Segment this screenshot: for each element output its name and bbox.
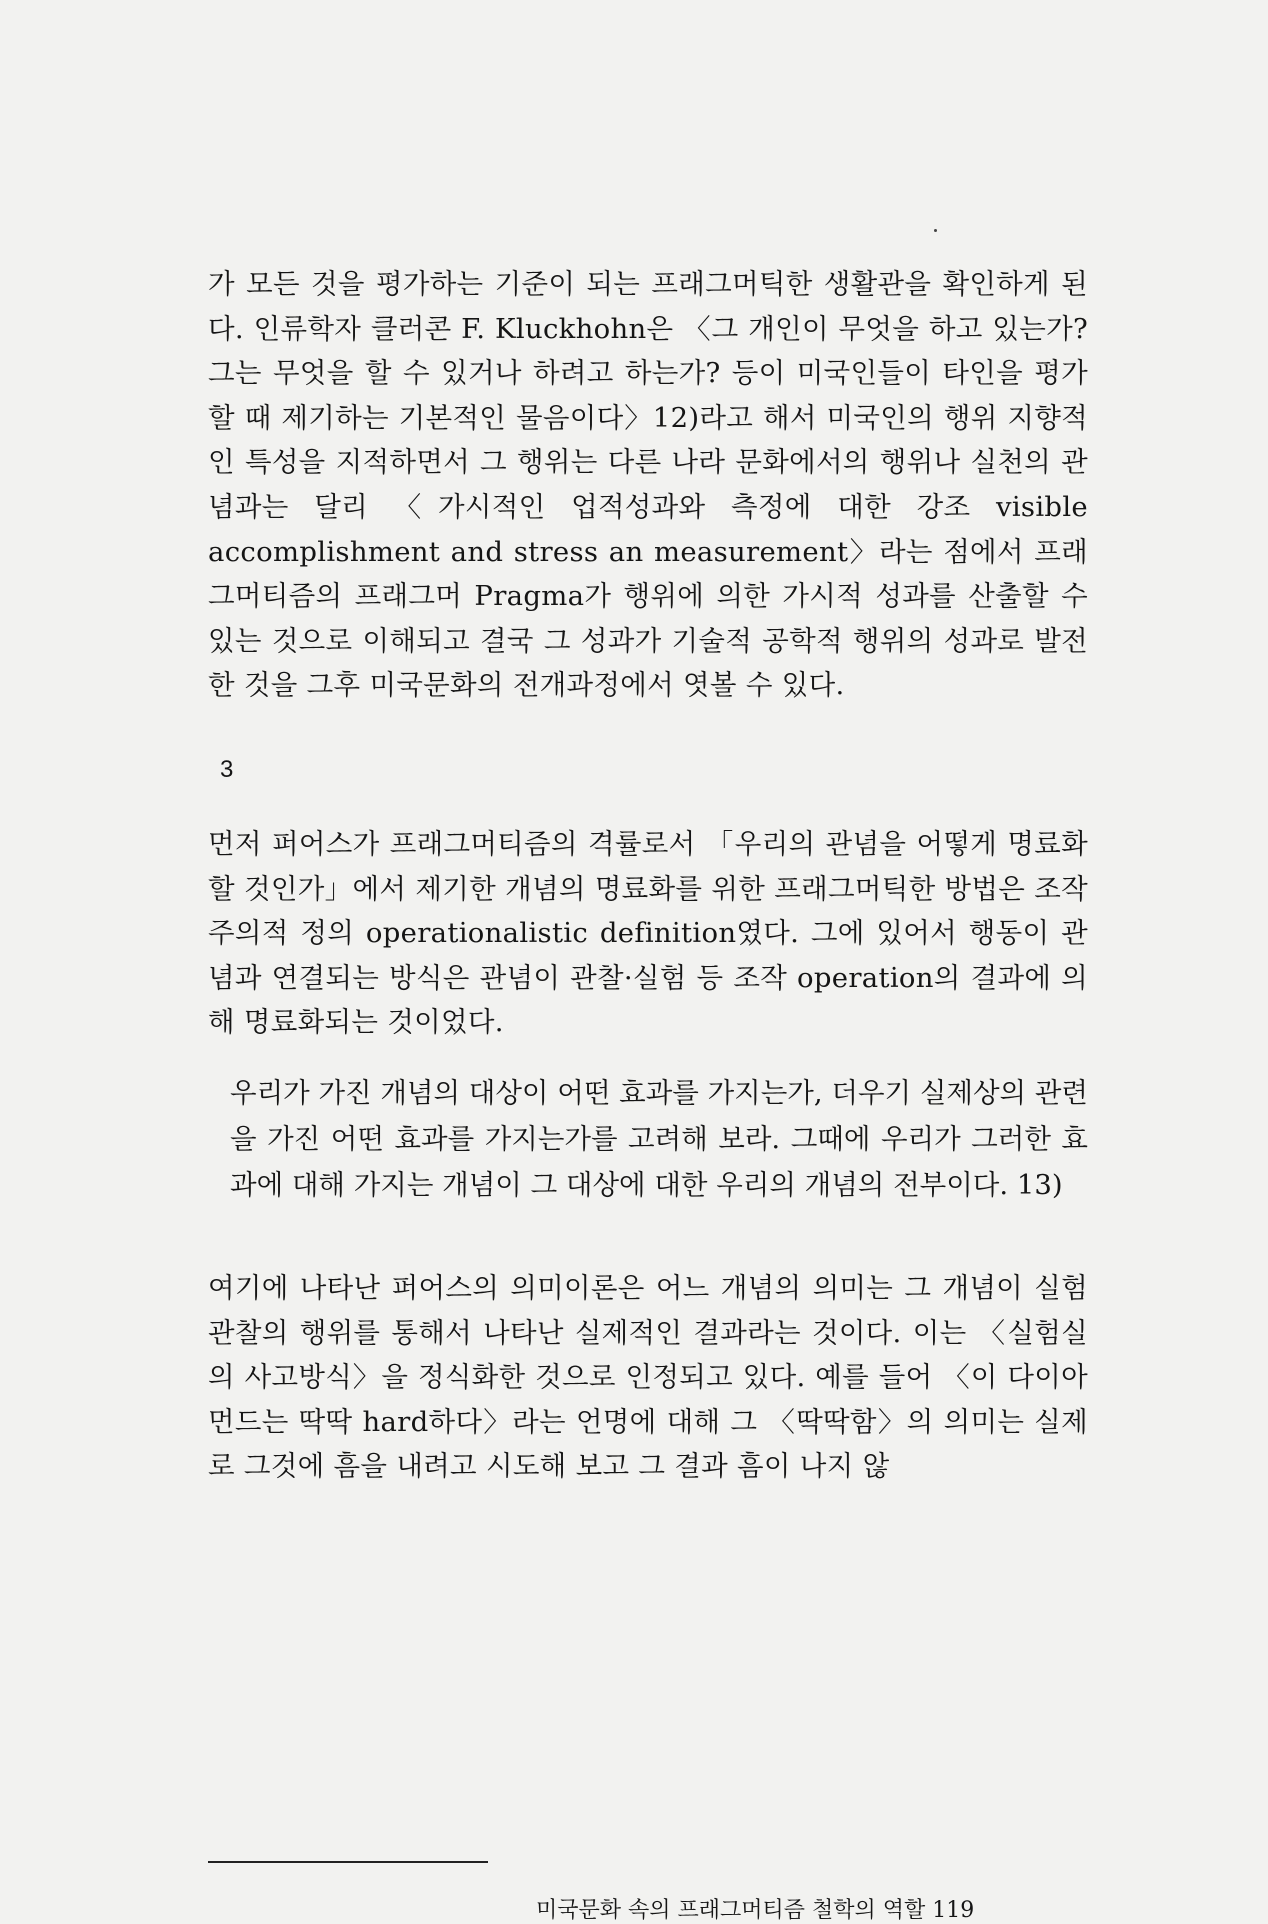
block-quote: 우리가 가진 개념의 대상이 어떤 효과를 가지는가, 더우기 실제상의 관련을 가진 어떤 효과를 가지는가를 고려해 보라. 그때에 우리가 그러한 효과에 대해 가지는 개념이 그 대상에 대한 우리의 개념의 전부이다. 13) xyxy=(230,1077,1088,1201)
running-footer: 미국문화 속의 프래그머티즘 철학의 역할 119 xyxy=(536,1898,975,1923)
footnote-rule xyxy=(208,1861,488,1863)
section-number: 3 xyxy=(220,756,234,783)
paragraph-1: 가 모든 것을 평가하는 기준이 되는 프래그머틱한 생활관을 확인하게 된다. 인류학자 클러콘 F. Kluckhohn은 〈그 개인이 무엇을 하고 있는가? 그는 무엇을 할 수 있거나 하려고 하는가? 등이 미국인들이 타인을 평가할 때 제기하는 기본적인 물음이다〉12)라고 해서 미국인의 행위 지향적인 특성을 지적하면서 그 행위는 다른 나라 문화에서의 행위나 실천의 관념과는 달리 〈가시적인 업적성과와 측정에 대한 강조 visible accomplishment and stress an measurement〉라는 점에서 프래그머티즘의 프래그머 Pragma가 행위에 의한 가시적 성과를 산출할 수 있는 것으로 이해되고 결국 그 성과가 기술적 공학적 행위의 성과로 발전한 것을 그후 미국문화의 전개과정에서 엿볼 수 있다. xyxy=(208,268,1088,702)
paragraph-2: 먼저 퍼어스가 프래그머티즘의 격률로서 「우리의 관념을 어떻게 명료화할 것인가」에서 제기한 개념의 명료화를 위한 프래그머틱한 방법은 조작주의적 정의 operationalistic definition였다. 그에 있어서 행동이 관념과 연결되는 방식은 관념이 관찰·실험 등 조작 operation의 결과에 의해 명료화되는 것이었다. xyxy=(208,828,1088,1039)
paragraph-3: 여기에 나타난 퍼어스의 의미이론은 어느 개념의 의미는 그 개념이 실험 관찰의 행위를 통해서 나타난 실제적인 결과라는 것이다. 이는 〈실험실의 사고방식〉을 정식화한 것으로 인정되고 있다. 예를 들어 〈이 다이아먼드는 딱딱 hard하다〉라는 언명에 대해 그 〈딱딱함〉의 의미는 실제로 그것에 흠을 내려고 시도해 보고 그 결과 흠이 나지 않 xyxy=(208,1272,1088,1483)
speck-mark xyxy=(934,229,937,232)
